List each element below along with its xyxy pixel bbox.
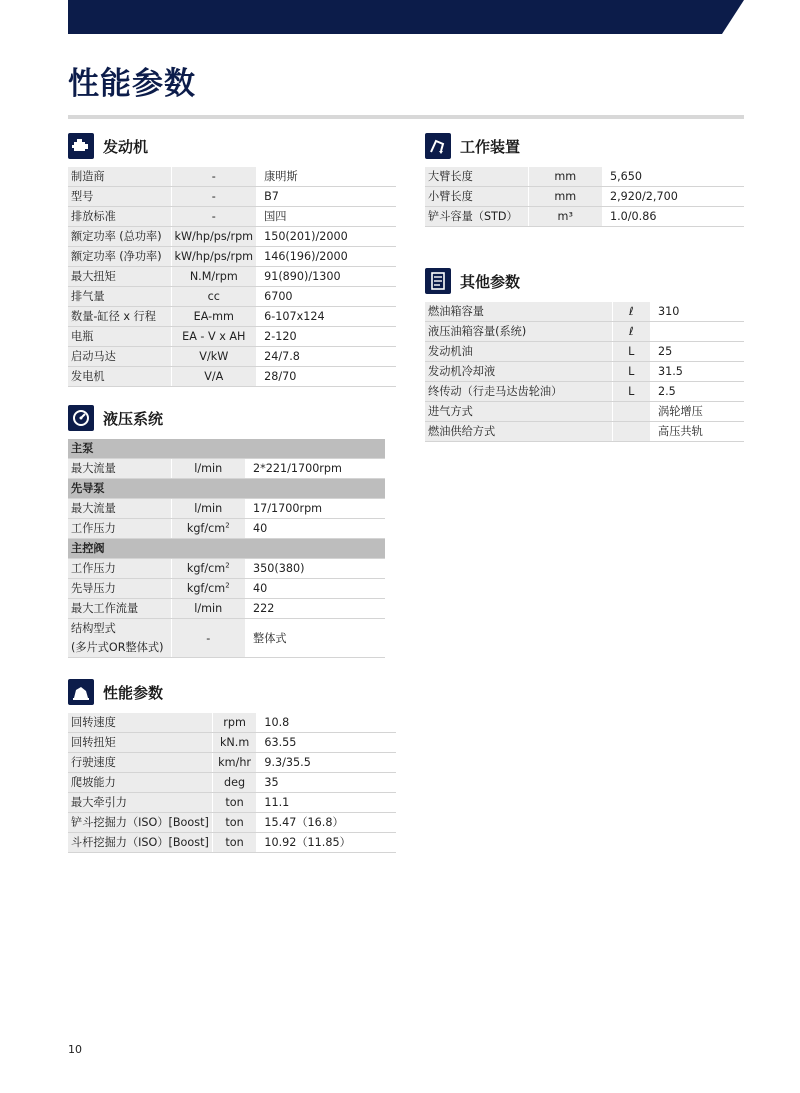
- row-unit: rpm: [212, 713, 256, 733]
- unit-exponent: 2: [225, 561, 230, 570]
- row-value: 40: [245, 519, 385, 539]
- row-value: 2,920/2,700: [602, 187, 744, 207]
- row-label: 型号: [68, 187, 171, 207]
- row-label: 工作压力: [68, 559, 171, 579]
- row-unit: -: [171, 619, 245, 658]
- row-unit: [171, 579, 245, 599]
- engine-section-title: 发动机: [103, 137, 149, 156]
- row-value: 17/1700rpm: [245, 499, 385, 519]
- top-header-band: [68, 0, 744, 34]
- table-row: [68, 773, 396, 793]
- gauge-icon: [68, 405, 94, 431]
- table-row: [68, 579, 385, 599]
- row-label: 额定功率 (净功率): [68, 247, 171, 267]
- table-row: [68, 753, 396, 773]
- row-unit: ℓ: [612, 322, 650, 342]
- excavator-icon: [68, 679, 94, 705]
- row-value: 2-120: [256, 327, 396, 347]
- table-row: [68, 833, 396, 853]
- row-label: 制造商: [68, 167, 171, 187]
- hydraulic-section: [68, 403, 385, 658]
- row-value: 2.5: [650, 382, 744, 402]
- table-row: [425, 187, 744, 207]
- row-label: 行驶速度: [68, 753, 212, 773]
- hydraulic-group-row: [68, 479, 385, 499]
- group-label: 先导泵: [68, 479, 385, 499]
- row-value: 整体式: [245, 619, 385, 658]
- row-label: 终传动（行走马达齿轮油）: [425, 382, 612, 402]
- hydraulic-group-row: [68, 539, 385, 559]
- row-value: 91(890)/1300: [256, 267, 396, 287]
- row-unit: [171, 559, 245, 579]
- table-row: [68, 459, 385, 479]
- row-unit: kN.m: [212, 733, 256, 753]
- unit-exponent: 2: [225, 521, 230, 530]
- row-unit: l/min: [171, 599, 245, 619]
- unit-base: kgf/cm: [186, 562, 226, 575]
- table-row: [425, 167, 744, 187]
- row-label: 回转速度: [68, 713, 212, 733]
- table-row: [68, 227, 396, 247]
- row-unit: ℓ: [612, 302, 650, 322]
- other-section: [425, 266, 744, 442]
- group-label: 主泵: [68, 439, 385, 459]
- row-label: 发动机冷却液: [425, 362, 612, 382]
- engine-icon: [68, 133, 94, 159]
- row-label: 电瓶: [68, 327, 171, 347]
- row-unit: kW/hp/ps/rpm: [171, 227, 256, 247]
- row-unit: N.M/rpm: [171, 267, 256, 287]
- row-value: B7: [256, 187, 396, 207]
- row-value: 6700: [256, 287, 396, 307]
- row-label: 最大流量: [68, 459, 171, 479]
- table-row: [68, 327, 396, 347]
- row-unit: deg: [212, 773, 256, 793]
- row-value: 10.92（11.85）: [256, 833, 396, 853]
- table-row: [425, 302, 744, 322]
- row-label: 最大牵引力: [68, 793, 212, 813]
- row-unit: ton: [212, 833, 256, 853]
- row-label: 液压油箱容量(系统): [425, 322, 612, 342]
- row-value: 1.0/0.86: [602, 207, 744, 227]
- row-value: 63.55: [256, 733, 396, 753]
- table-row: [68, 519, 385, 539]
- row-unit: l/min: [171, 459, 245, 479]
- row-value: 31.5: [650, 362, 744, 382]
- boom-arm-icon: [425, 133, 451, 159]
- table-row: [68, 187, 396, 207]
- row-label: 排放标准: [68, 207, 171, 227]
- row-unit: mm: [528, 167, 602, 187]
- table-row: [425, 362, 744, 382]
- table-row: [425, 422, 744, 442]
- row-unit: L: [612, 342, 650, 362]
- row-value: [650, 322, 744, 342]
- row-label: 额定功率 (总功率): [68, 227, 171, 247]
- row-value: 35: [256, 773, 396, 793]
- row-unit: mm: [528, 187, 602, 207]
- row-unit: V/A: [171, 367, 256, 387]
- row-label: 最大流量: [68, 499, 171, 519]
- row-unit: kW/hp/ps/rpm: [171, 247, 256, 267]
- row-label: 燃油箱容量: [425, 302, 612, 322]
- row-unit: -: [171, 167, 256, 187]
- table-row: [68, 247, 396, 267]
- row-label: 大臂长度: [425, 167, 528, 187]
- table-row: [425, 322, 744, 342]
- table-row: [425, 402, 744, 422]
- table-row: [68, 167, 396, 187]
- row-label: 铲斗容量（STD）: [425, 207, 528, 227]
- engine-section: [68, 131, 396, 387]
- row-value: 涡轮增压: [650, 402, 744, 422]
- title-divider: [68, 115, 744, 119]
- row-unit: [171, 519, 245, 539]
- row-value: 222: [245, 599, 385, 619]
- row-label: 排气量: [68, 287, 171, 307]
- row-label-line1: 结构型式: [71, 622, 116, 635]
- group-label: 主控阀: [68, 539, 385, 559]
- unit-base: kgf/cm: [186, 522, 226, 535]
- row-value: 40: [245, 579, 385, 599]
- row-label: 启动马达: [68, 347, 171, 367]
- work-equipment-section-header: [425, 131, 744, 161]
- row-unit: EA - V x AH: [171, 327, 256, 347]
- hydraulic-section-title: 液压系统: [103, 409, 164, 428]
- row-label: 工作压力: [68, 519, 171, 539]
- row-value: 2*221/1700rpm: [245, 459, 385, 479]
- work-equipment-section: [425, 131, 744, 227]
- row-value: 24/7.8: [256, 347, 396, 367]
- row-label: 铲斗挖掘力（ISO）[Boost]: [68, 813, 212, 833]
- row-unit: -: [171, 207, 256, 227]
- row-label: 回转扭矩: [68, 733, 212, 753]
- engine-section-header: [68, 131, 396, 161]
- row-value: 9.3/35.5: [256, 753, 396, 773]
- unit-base: kgf/cm: [186, 582, 226, 595]
- other-section-title: 其他参数: [460, 272, 521, 291]
- table-row: [68, 499, 385, 519]
- table-row: [68, 207, 396, 227]
- row-label: [68, 619, 171, 658]
- table-row: [68, 793, 396, 813]
- row-value: 25: [650, 342, 744, 362]
- document-icon: [425, 268, 451, 294]
- row-unit: L: [612, 382, 650, 402]
- row-value: 146(196)/2000: [256, 247, 396, 267]
- performance-section-header: [68, 677, 396, 707]
- row-unit: V/kW: [171, 347, 256, 367]
- unit-exponent: 2: [225, 581, 230, 590]
- table-row: [425, 342, 744, 362]
- row-value: 310: [650, 302, 744, 322]
- row-value: 国四: [256, 207, 396, 227]
- row-label: 发电机: [68, 367, 171, 387]
- row-label: 数量-缸径 x 行程: [68, 307, 171, 327]
- row-label: 先导压力: [68, 579, 171, 599]
- row-label: 发动机油: [425, 342, 612, 362]
- performance-table: [68, 713, 396, 853]
- row-label: 进气方式: [425, 402, 612, 422]
- row-label: 爬坡能力: [68, 773, 212, 793]
- table-row: [68, 619, 385, 658]
- row-unit: -: [171, 187, 256, 207]
- other-section-header: [425, 266, 744, 296]
- hydraulic-section-header: [68, 403, 385, 433]
- page-number: 10: [68, 1043, 82, 1056]
- row-label: 斗杆挖掘力（ISO）[Boost]: [68, 833, 212, 853]
- row-unit: m³: [528, 207, 602, 227]
- page-title: 性能参数: [68, 66, 196, 102]
- row-value: 6-107x124: [256, 307, 396, 327]
- hydraulic-table: [68, 439, 385, 658]
- hydraulic-group-row: [68, 439, 385, 459]
- row-value: 15.47（16.8）: [256, 813, 396, 833]
- row-unit: [612, 402, 650, 422]
- engine-table: [68, 167, 396, 387]
- row-value: 5,650: [602, 167, 744, 187]
- performance-section: [68, 677, 396, 853]
- row-label: 最大工作流量: [68, 599, 171, 619]
- row-label: 最大扭矩: [68, 267, 171, 287]
- table-row: [68, 267, 396, 287]
- table-row: [68, 599, 385, 619]
- row-value: 150(201)/2000: [256, 227, 396, 247]
- row-unit: L: [612, 362, 650, 382]
- row-label-line2: (多片式OR整体式): [71, 641, 164, 654]
- table-row: [68, 287, 396, 307]
- row-unit: l/min: [171, 499, 245, 519]
- performance-section-title: 性能参数: [103, 683, 164, 702]
- table-row: [68, 307, 396, 327]
- table-row: [68, 367, 396, 387]
- table-row: [68, 713, 396, 733]
- work-equipment-table: [425, 167, 744, 227]
- row-value: 350(380): [245, 559, 385, 579]
- row-unit: ton: [212, 793, 256, 813]
- row-value: 28/70: [256, 367, 396, 387]
- row-unit: EA-mm: [171, 307, 256, 327]
- table-row: [68, 813, 396, 833]
- table-row: [68, 347, 396, 367]
- table-row: [425, 382, 744, 402]
- row-unit: ton: [212, 813, 256, 833]
- row-label: 燃油供给方式: [425, 422, 612, 442]
- row-unit: km/hr: [212, 753, 256, 773]
- row-value: 11.1: [256, 793, 396, 813]
- row-unit: [612, 422, 650, 442]
- row-unit: cc: [171, 287, 256, 307]
- table-row: [68, 733, 396, 753]
- row-value: 高压共轨: [650, 422, 744, 442]
- table-row: [68, 559, 385, 579]
- row-label: 小臂长度: [425, 187, 528, 207]
- table-row: [425, 207, 744, 227]
- other-table: [425, 302, 744, 442]
- row-value: 康明斯: [256, 167, 396, 187]
- row-value: 10.8: [256, 713, 396, 733]
- work-equipment-section-title: 工作装置: [460, 137, 521, 156]
